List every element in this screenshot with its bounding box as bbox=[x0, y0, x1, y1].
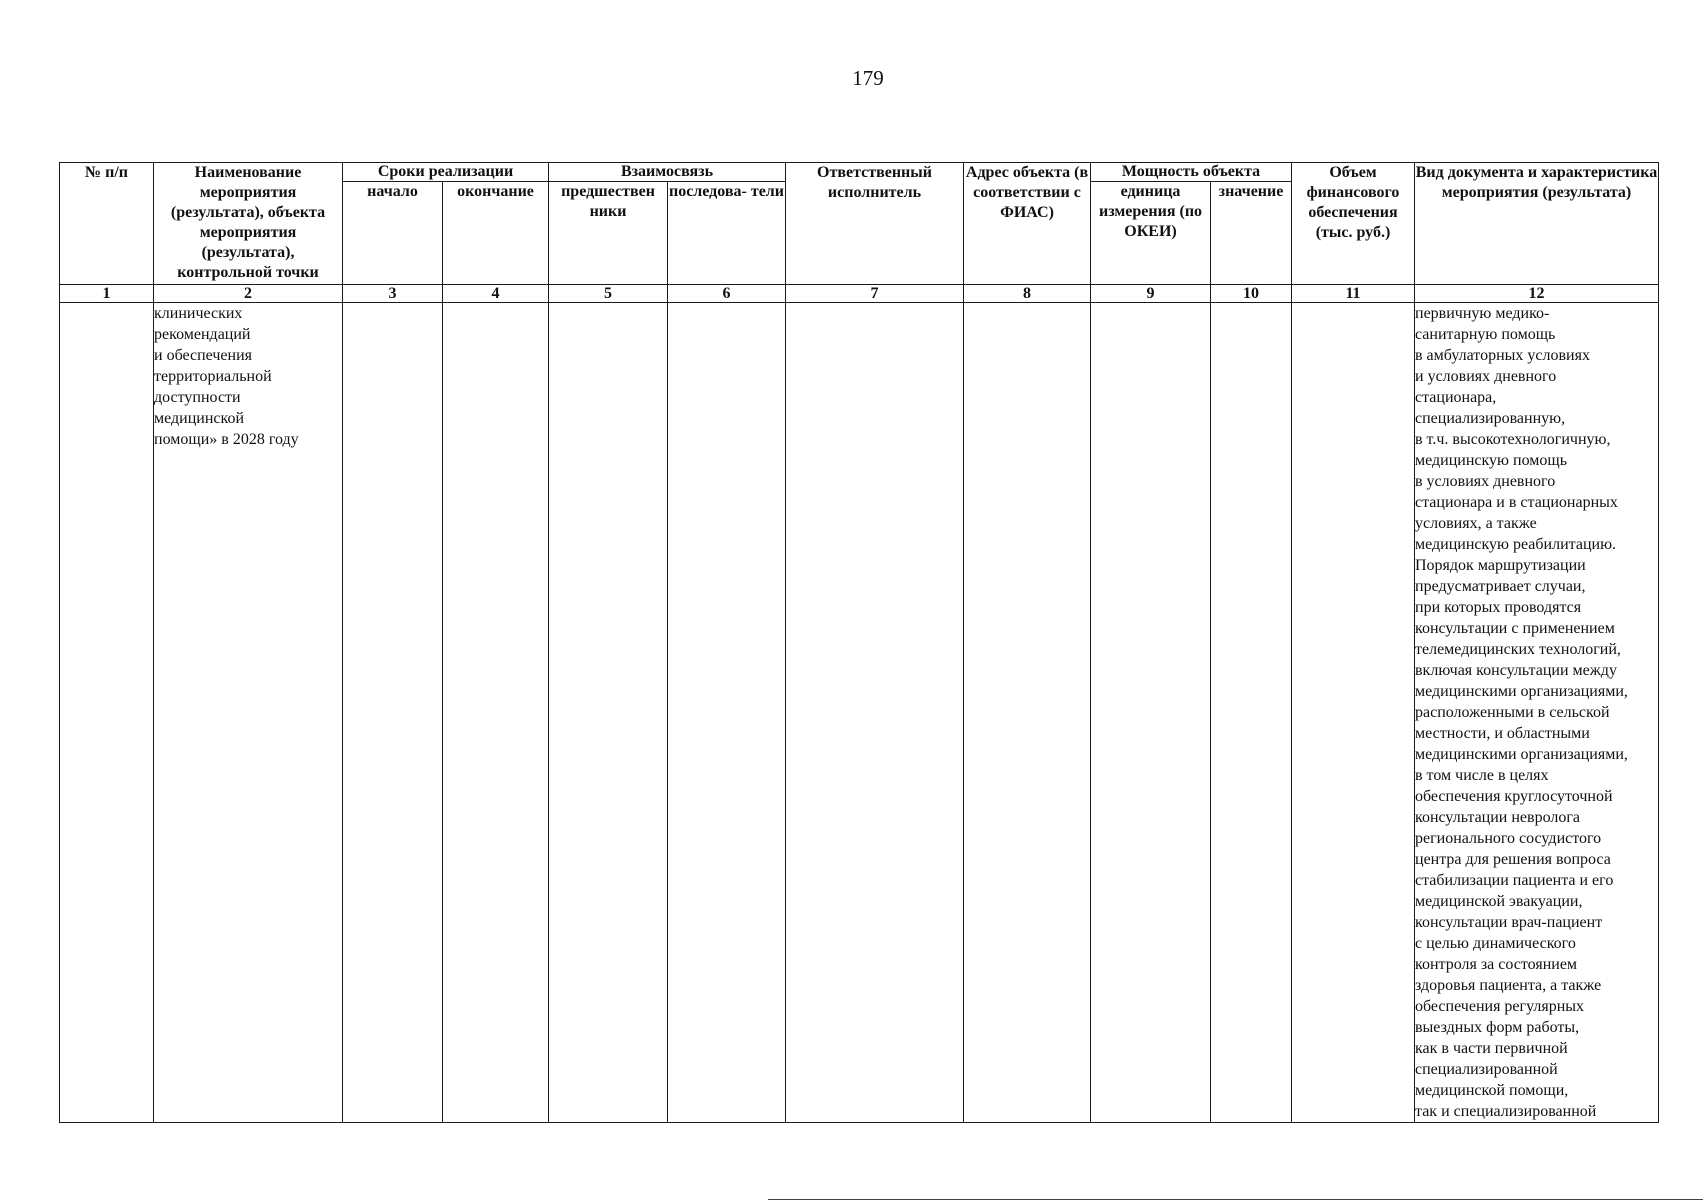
text-line: при которых проводятся bbox=[1415, 599, 1582, 616]
page-number: 179 bbox=[852, 66, 884, 90]
text-line: медицинскую помощь bbox=[1415, 452, 1568, 469]
text-line: центра для решения вопроса bbox=[1415, 851, 1611, 868]
text-line: специализированную, bbox=[1415, 410, 1566, 427]
column-number: 8 bbox=[964, 285, 1091, 303]
cell-no bbox=[60, 303, 154, 1123]
cell-terms-start bbox=[343, 303, 443, 1123]
column-number: 7 bbox=[786, 285, 964, 303]
text-line: как в части первичной bbox=[1415, 1040, 1568, 1057]
text-line: и обеспечения bbox=[154, 347, 252, 364]
text-line: медицинскими организациями, bbox=[1415, 746, 1628, 763]
text-line: рекомендаций bbox=[154, 326, 251, 343]
column-number: 5 bbox=[549, 285, 668, 303]
header-link-next: последова- тели bbox=[668, 182, 786, 285]
header-executor: Ответственный исполнитель bbox=[786, 163, 964, 285]
cell-capacity-value bbox=[1211, 303, 1292, 1123]
text-line: помощи» в 2028 году bbox=[154, 431, 299, 448]
text-line: включая консультации между bbox=[1415, 662, 1617, 679]
cell-terms-end bbox=[443, 303, 549, 1123]
column-number: 11 bbox=[1292, 285, 1415, 303]
text-line: контроля за состоянием bbox=[1415, 956, 1578, 973]
text-line: клинических bbox=[154, 305, 243, 322]
text-line: консультации врач-пациент bbox=[1415, 914, 1603, 931]
cell-address bbox=[964, 303, 1091, 1123]
column-number: 6 bbox=[668, 285, 786, 303]
text-line: консультации невролога bbox=[1415, 809, 1581, 826]
text-line: стационара, bbox=[1415, 389, 1497, 406]
header-name: Наименование мероприятия (результата), объекта мероприятия (результата), контрольной точки bbox=[154, 163, 343, 285]
header-link-group: Взаимосвязь bbox=[549, 163, 786, 182]
text-line: условиях, а также bbox=[1415, 515, 1537, 532]
text-line: санитарную помощь bbox=[1415, 326, 1556, 343]
text-line: медицинской эвакуации, bbox=[1415, 893, 1583, 910]
header-no: № п/п bbox=[60, 163, 154, 285]
text-line: выездных форм работы, bbox=[1415, 1019, 1580, 1036]
header-capacity-value: значение bbox=[1211, 182, 1292, 285]
text-line: расположенными в сельской bbox=[1415, 704, 1610, 721]
header-terms-end: окончание bbox=[443, 182, 549, 285]
text-line: консультации с применением bbox=[1415, 620, 1615, 637]
text-line: здоровья пациента, а также bbox=[1415, 977, 1602, 994]
text-line: специализированной bbox=[1415, 1061, 1558, 1078]
text-line: местности, и областными bbox=[1415, 725, 1590, 742]
text-line: в том числе в целях bbox=[1415, 767, 1549, 784]
text-line: регионального сосудистого bbox=[1415, 830, 1602, 847]
text-line: в т.ч. высокотехнологичную, bbox=[1415, 431, 1611, 448]
cell-finance bbox=[1292, 303, 1415, 1123]
column-number: 10 bbox=[1211, 285, 1292, 303]
text-line: медицинской bbox=[154, 410, 245, 427]
text-line: территориальной bbox=[154, 368, 272, 385]
header-finance: Объем финансового обеспечения (тыс. руб.) bbox=[1292, 163, 1415, 285]
text-line: медицинскую реабилитацию. bbox=[1415, 536, 1617, 553]
activity-plan-table bbox=[59, 162, 1659, 1123]
cell-capacity-unit bbox=[1091, 303, 1211, 1123]
cell-link-next bbox=[668, 303, 786, 1123]
header-capacity-unit: единица измерения (по ОКЕИ) bbox=[1091, 182, 1211, 285]
text-line: в условиях дневного bbox=[1415, 473, 1556, 490]
header-doc-type: Вид документа и характеристика мероприятия (результата) bbox=[1415, 163, 1659, 285]
text-line: доступности bbox=[154, 389, 241, 406]
text-line: телемедицинских технологий, bbox=[1415, 641, 1621, 658]
text-line: медицинскими организациями, bbox=[1415, 683, 1628, 700]
column-number: 12 bbox=[1415, 285, 1659, 303]
text-line: обеспечения круглосуточной bbox=[1415, 788, 1613, 805]
text-line: Порядок маршрутизации bbox=[1415, 557, 1586, 574]
text-line: так и специализированной bbox=[1415, 1103, 1597, 1120]
text-line: медицинской помощи, bbox=[1415, 1082, 1569, 1099]
header-capacity-group: Мощность объекта bbox=[1091, 163, 1292, 182]
text-line: с целью динамического bbox=[1415, 935, 1576, 952]
header-terms-group: Сроки реализации bbox=[343, 163, 549, 182]
header-terms-start: начало bbox=[343, 182, 443, 285]
text-line: первичную медико- bbox=[1415, 305, 1550, 322]
column-number: 1 bbox=[60, 285, 154, 303]
cell-link-prev bbox=[549, 303, 668, 1123]
text-line: стабилизации пациента и его bbox=[1415, 872, 1614, 889]
cell-activity-name bbox=[154, 303, 343, 1123]
text-line: предусматривает случаи, bbox=[1415, 578, 1586, 595]
text-line: в амбулаторных условиях bbox=[1415, 347, 1590, 364]
column-number: 4 bbox=[443, 285, 549, 303]
header-address: Адрес объекта (в соответствии с ФИАС) bbox=[964, 163, 1091, 285]
cell-doc-type bbox=[1415, 303, 1659, 1123]
text-line: стационара и в стационарных bbox=[1415, 494, 1618, 511]
column-number: 3 bbox=[343, 285, 443, 303]
text-line: обеспечения регулярных bbox=[1415, 998, 1585, 1015]
column-number: 9 bbox=[1091, 285, 1211, 303]
header-link-prev: предшествен ники bbox=[549, 182, 668, 285]
text-line: и условиях дневного bbox=[1415, 368, 1557, 385]
column-number: 2 bbox=[154, 285, 343, 303]
cell-executor bbox=[786, 303, 964, 1123]
